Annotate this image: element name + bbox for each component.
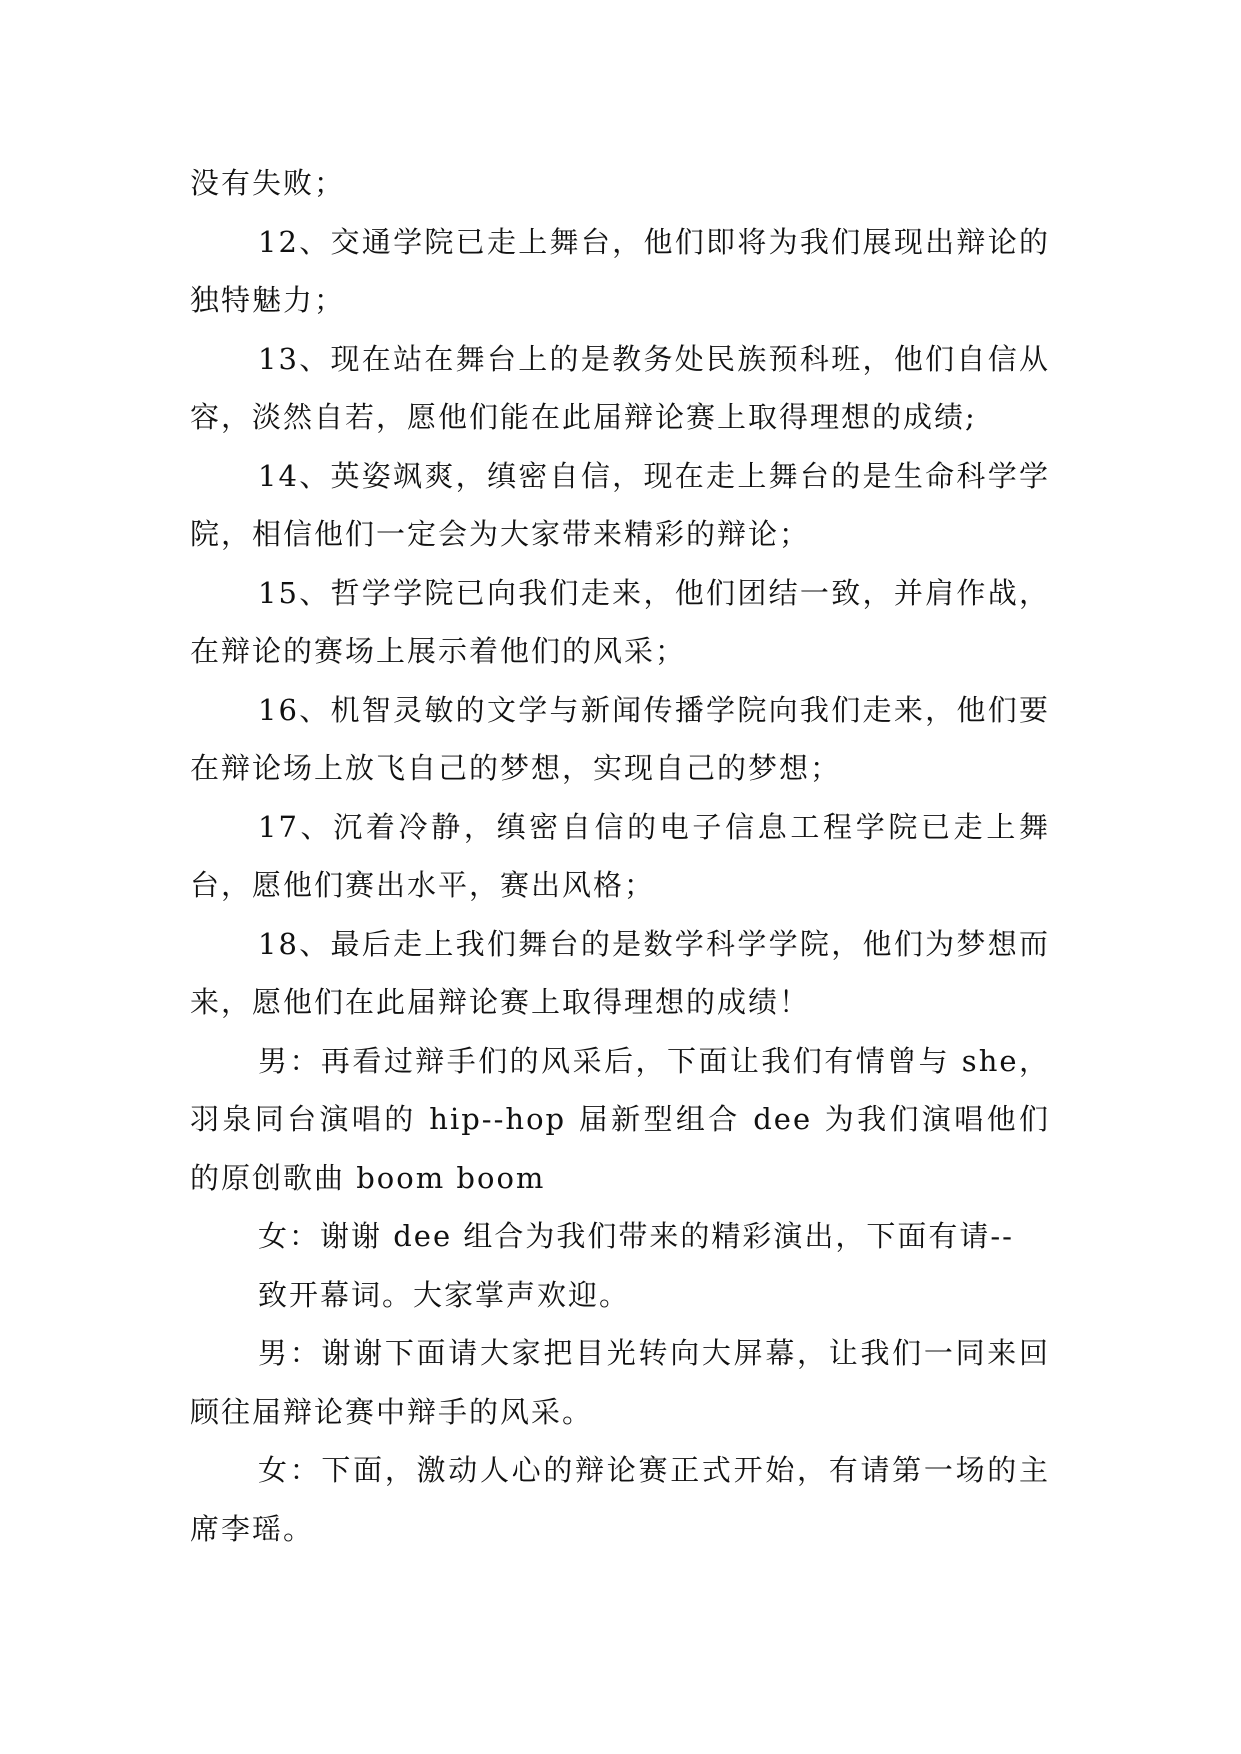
paragraph: 女：谢谢 dee 组合为我们带来的精彩演出，下面有请-- (258, 1219, 1014, 1253)
paragraph: 16、机智灵敏的文学与新闻传播学院向我们走来，他们要在辩论场上放飞自己的梦想，实现自己的梦想； (190, 692, 1050, 785)
paragraph: 12、交通学院已走上舞台，他们即将为我们展现出辩论的独特魅力； (190, 224, 1050, 317)
paragraph: 男：再看过辩手们的风采后，下面让我们有情曾与 she，羽泉同台演唱的 hip--hop 届新型组合 dee 为我们演唱他们的原创歌曲 boom boom (190, 1043, 1050, 1195)
paragraph: 没有失败； (190, 166, 346, 200)
paragraph: 17、沉着冷静，缜密自信的电子信息工程学院已走上舞台，愿他们赛出水平，赛出风格； (190, 809, 1050, 902)
paragraph: 致开幕词。大家掌声欢迎。 (258, 1277, 631, 1312)
paragraph: 18、最后走上我们舞台的是数学科学学院，他们为梦想而来，愿他们在此届辩论赛上取得理想的成绩！ (190, 926, 1050, 1019)
paragraph: 女：下面，激动人心的辩论赛正式开始，有请第一场的主席李瑶。 (190, 1453, 1050, 1546)
document-body (190, 154, 1050, 1558)
paragraph: 男：谢谢下面请大家把目光转向大屏幕，让我们一同来回顾往届辩论赛中辩手的风采。 (190, 1336, 1050, 1429)
paragraph: 13、现在站在舞台上的是教务处民族预科班，他们自信从容，淡然自若，愿他们能在此届辩论赛上取得理想的成绩; (190, 341, 1050, 434)
paragraph: 15、哲学学院已向我们走来，他们团结一致，并肩作战，在辩论的赛场上展示着他们的风采； (190, 575, 1050, 668)
paragraph: 14、英姿飒爽，缜密自信，现在走上舞台的是生命科学学院，相信他们一定会为大家带来精彩的辩论； (190, 458, 1050, 551)
